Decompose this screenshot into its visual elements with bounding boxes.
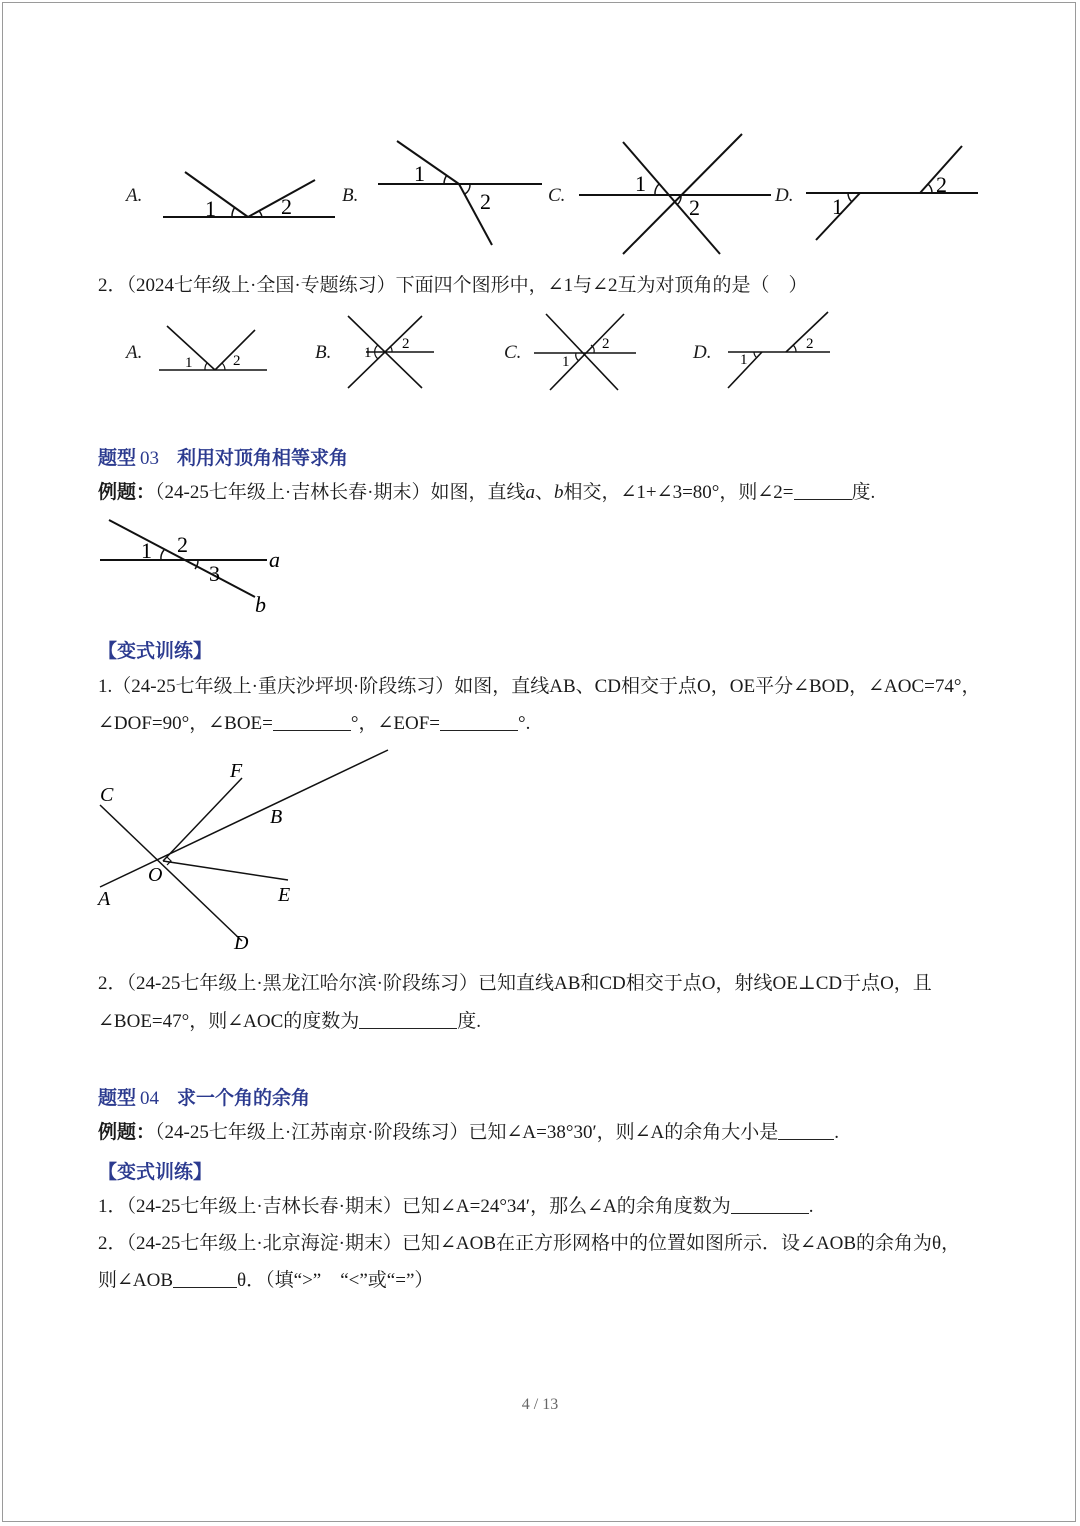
fig03-angle-1: 1 (141, 538, 152, 563)
q2a-angle-1: 1 (185, 355, 193, 371)
point-d: D (234, 932, 249, 954)
var-sep: 、 (535, 482, 555, 503)
q2a-angle-2: 2 (233, 353, 241, 369)
example-text-a: （24-25七年级上·吉林长春·期末）如图，直线 (155, 482, 526, 503)
section-03-title: 利用对顶角相等求角 (177, 448, 349, 469)
var-b: b (554, 482, 564, 503)
q1c-angle-2: 2 (689, 195, 700, 220)
example-end: 度. (851, 482, 876, 503)
point-f: F (230, 760, 243, 782)
point-e: E (278, 884, 291, 906)
section-03-number: 03 (140, 448, 160, 469)
q2-option-b-label: B. (315, 342, 332, 363)
q1-option-a-label: A. (126, 185, 143, 206)
answer-blank-compare[interactable] (173, 1269, 237, 1288)
section-03-example (98, 480, 875, 506)
q1-figure-d (802, 140, 982, 245)
q2-figure-a (155, 320, 270, 375)
section-04-v2-line2-b: θ．（填“>” “<”或“=”） (237, 1270, 434, 1291)
answer-blank-eof[interactable] (440, 712, 518, 731)
q1a-angle-2: 2 (281, 194, 292, 219)
q2c-angle-1: 1 (562, 354, 570, 370)
q2-number: 2． (98, 275, 127, 296)
q2-source: （2024七年级上·全国·专题练习） (126, 275, 396, 296)
section-04-v2-line1: 2．（24-25七年级上·北京海淀·期末）已知∠AOB在正方形网格中的位置如图所示．设∠AOB的余角为θ， (98, 1233, 961, 1254)
q1-figure-b (372, 135, 547, 250)
fig03-line-b: b (255, 592, 266, 617)
v1-line2-c: °. (518, 713, 531, 734)
q1a-angle-1: 1 (205, 196, 216, 221)
section-03-heading (98, 443, 348, 470)
q2-option-a-label: A. (126, 342, 143, 363)
point-b: B (270, 806, 283, 828)
fig03-angle-3: 3 (209, 561, 220, 586)
q2b-angle-1: 1 (364, 345, 372, 361)
q2-option-d-label: D. (693, 342, 712, 363)
v1-line2-b: °，∠EOF= (350, 713, 441, 734)
q2d-angle-1: 1 (740, 352, 748, 368)
section-04-v1 (98, 1194, 814, 1220)
q1b-angle-1: 1 (414, 161, 425, 186)
q2c-angle-2: 2 (602, 336, 610, 352)
v2-line2-b: 度. (457, 1011, 482, 1032)
fig03-line-a: a (269, 547, 280, 572)
q2-figure-b (342, 310, 442, 390)
section-04-v2-line2-a: 则∠AOB (98, 1270, 174, 1291)
q2-figure-d (722, 308, 832, 390)
v1-line2-a: ∠DOF=90°，∠BOE= (98, 713, 273, 734)
section-03-variant-heading: 【变式训练】 (98, 641, 213, 662)
section-04-variant-heading: 【变式训练】 (98, 1162, 213, 1183)
section-03-v1-figure (90, 745, 400, 960)
section-04-title: 求一个角的余角 (177, 1088, 311, 1109)
page-number: 4 / 13 (521, 1396, 559, 1413)
section-03-v1-line2 (98, 711, 530, 737)
example-label: 例题： (98, 482, 156, 503)
section-03-v2-line2 (98, 1009, 481, 1035)
var-a: a (525, 482, 535, 503)
q1-option-c-label: C. (548, 185, 566, 206)
example-text-b: 相交，∠1+∠3=80°，则∠2= (563, 482, 794, 503)
section-04-v1-end: . (808, 1196, 814, 1217)
q1-figure-c (575, 132, 775, 257)
point-o: O (148, 864, 163, 886)
q2-figure-c (532, 310, 640, 392)
q1d-angle-1: 1 (832, 194, 843, 219)
answer-blank-complement-a[interactable] (778, 1121, 834, 1140)
section-04-example (98, 1120, 839, 1146)
q1-option-d-label: D. (775, 185, 794, 206)
q1c-angle-1: 1 (635, 171, 646, 196)
answer-blank-complement-24[interactable] (731, 1195, 809, 1214)
q1-figure-a (155, 160, 340, 230)
q2-text: 下面四个图形中，∠1与∠2互为对顶角的是（ ） (395, 275, 808, 296)
example-04-text: （24-25七年级上·江苏南京·阶段练习）已知∠A=38°30′，则∠A的余角大小是 (155, 1122, 779, 1143)
section-03-prefix: 题型 (98, 448, 137, 469)
point-c: C (100, 784, 114, 806)
q1-option-b-label: B. (342, 185, 359, 206)
answer-blank-aoc[interactable] (359, 1010, 457, 1029)
section-04-prefix: 题型 (98, 1088, 137, 1109)
section-03-v1-line1: 1.（24-25七年级上·重庆沙坪坝·阶段练习）如图，直线AB、CD相交于点O，OE平分∠BOD，∠AOC=74°， (98, 676, 981, 697)
q2d-angle-2: 2 (806, 336, 814, 352)
section-04-number: 04 (140, 1088, 160, 1109)
example-04-end: . (834, 1122, 840, 1143)
section-03-figure (95, 515, 295, 620)
q1d-angle-2: 2 (936, 172, 947, 197)
q2-question (98, 273, 808, 299)
q1b-angle-2: 2 (480, 189, 491, 214)
section-04-v1-text: 1．（24-25七年级上·吉林长春·期末）已知∠A=24°34′，那么∠A的余角度数为 (98, 1196, 731, 1217)
section-03-v2-line1: 2．（24-25七年级上·黑龙江哈尔滨·阶段练习）已知直线AB和CD相交于点O，射线OE⊥CD于点O，且 (98, 973, 932, 994)
example-04-label: 例题： (98, 1122, 156, 1143)
q2-option-c-label: C. (504, 342, 522, 363)
v2-line2-a: ∠BOE=47°，则∠AOC的度数为 (98, 1011, 360, 1032)
section-04-heading (98, 1083, 310, 1110)
point-a: A (98, 888, 111, 910)
section-04-v2-line2 (98, 1268, 433, 1294)
fig03-angle-2: 2 (177, 532, 188, 557)
answer-blank-boe[interactable] (273, 712, 351, 731)
q2b-angle-2: 2 (402, 336, 410, 352)
answer-blank[interactable] (794, 481, 852, 500)
